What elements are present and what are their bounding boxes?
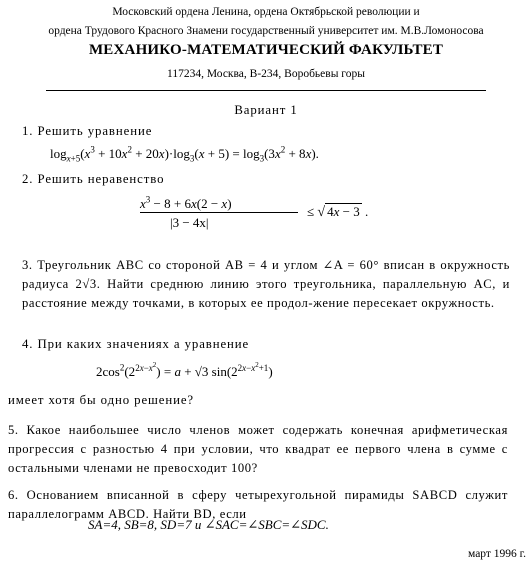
problem-2-rhs: ≤ √ 4x − 3 .: [307, 204, 369, 220]
problem-1-formula: $\log_{x+5}(x^3 + 10x^2 + 20x)\cdot\log_3(x + 5) = \log_3(3x^2 + 8x)$.: [50, 144, 319, 164]
problem-4-formula: $2\cos^2(2^{2x-x^2}) = a + √3$ $\sin(2^{2x-x^2+1})$: [96, 360, 273, 379]
problem-6-text: 6. Основанием вписанной в сферу четырехугольной пирамиды SABCD служит параллелограмм ABCD. Найти BD, если: [8, 488, 508, 521]
problem-6-conditions: SA=4, SB=8, SD=7 и ∠SAC=∠SBC=∠SDC.: [88, 517, 329, 532]
faculty-title: МЕХАНИКО-МАТЕМАТИЧЕСКИЙ ФАКУЛЬТЕТ: [88, 42, 444, 58]
variant-title: Вариант 1: [234, 103, 298, 117]
fraction-numerator: $x^3 - 8 + 6x(2 - x)$: [140, 194, 232, 211]
footer-date: март 1996 г.: [468, 548, 526, 560]
university-line-2: ордена Трудового Красного Знамени государственный университет им. М.В.Ломоносова: [48, 25, 484, 37]
header-rule: [46, 90, 486, 91]
problem-1-text: 1. Решить уравнение: [22, 124, 153, 138]
problem-3-text: 3. Треугольник ABC со стороной AB = 4 и углом ∠A = 60° вписан в окружность радиуса 2√3. Найти среднюю линию этого треугольника, параллельную AC, и расстояние между точками, в которых ее продол-жение пересекает окружность.: [22, 258, 510, 310]
problem-4-after: имеет хотя бы одно решение?: [8, 393, 195, 407]
problem-2-text: 2. Решить неравенство: [22, 172, 165, 186]
university-line-1: Московский ордена Ленина, ордена Октябрьской революции и: [112, 6, 420, 18]
problem-5-text: 5. Какое наибольшее число членов может содержать конечная арифметическая прогрессия с разностью 4 при условии, что квадрат ее первого члена в сумме с остальными членами не превосходит 100?: [8, 423, 508, 475]
fraction-bar: [140, 212, 298, 213]
problem-4-text: 4. При каких значениях a уравнение: [22, 337, 250, 351]
address-line: 117234, Москва, В-234, Воробьевы горы: [167, 68, 365, 80]
fraction-denominator: |3 − 4x|: [170, 215, 209, 230]
